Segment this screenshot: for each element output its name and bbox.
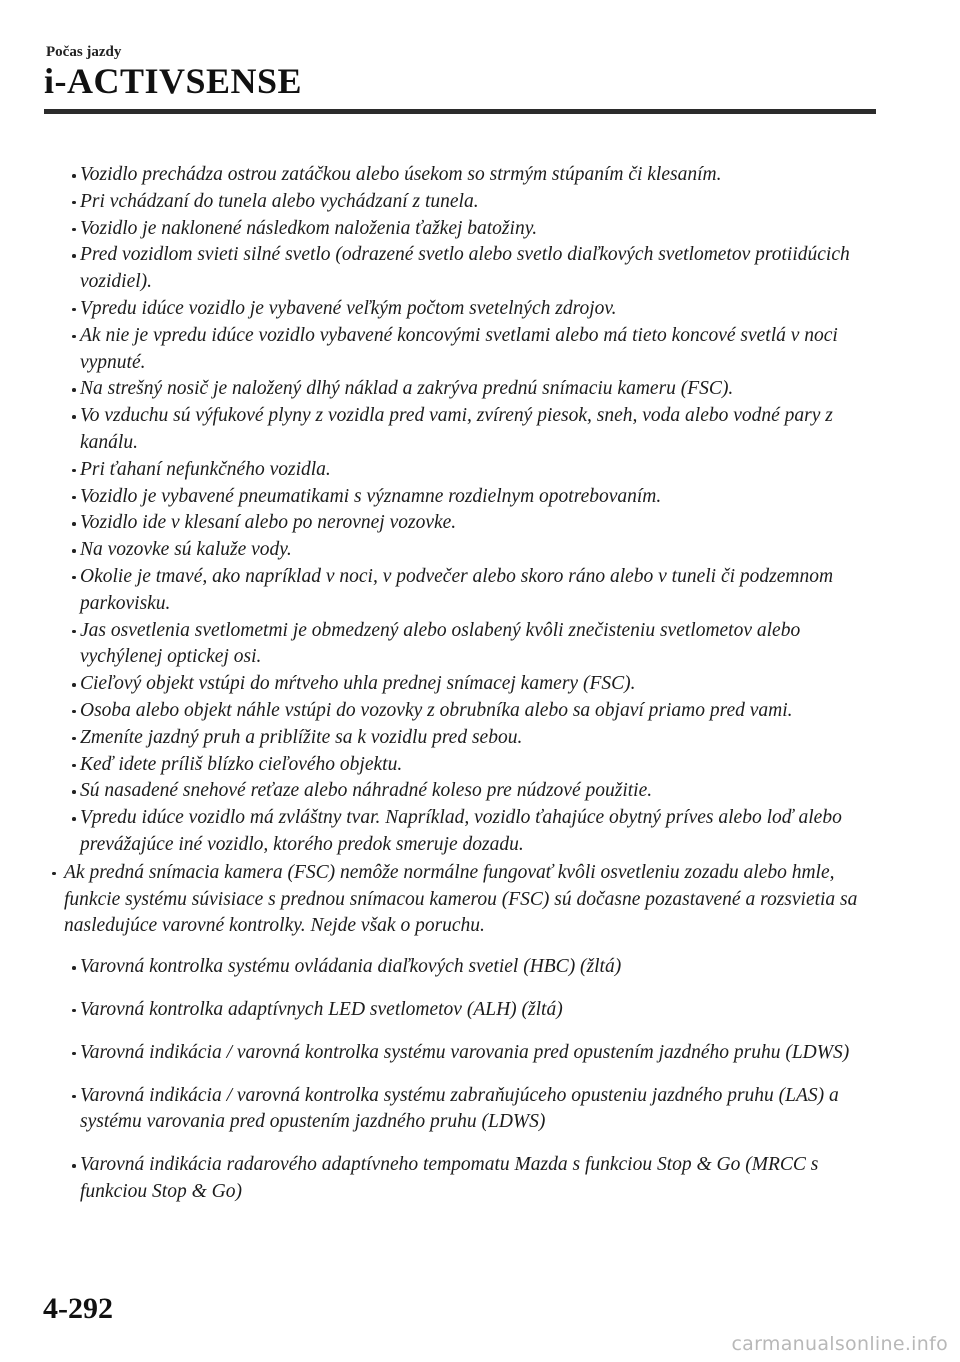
conditions-list: [56, 162, 876, 859]
list-item: Ak nie je vpredu idúce vozidlo vybavené koncovými svetlami alebo má tieto koncové svetlá v noci vypnuté.: [56, 323, 876, 377]
list-item: Jas osvetlenia svetlometmi je obmedzený alebo oslabený kvôli znečisteniu svetlometov alebo vychýlenej optickej osi.: [56, 618, 876, 672]
list-item: Pri vchádzaní do tunela alebo vychádzaní z tunela.: [56, 189, 876, 216]
list-item: Vpredu idúce vozidlo je vybavené veľkým počtom svetelných zdrojov.: [56, 296, 876, 323]
page-number: 4-292: [43, 1292, 113, 1325]
list-item: Vozidlo ide v klesaní alebo po nerovnej vozovke.: [56, 510, 876, 537]
list-item: Pred vozidlom svieti silné svetlo (odrazené svetlo alebo svetlo diaľkových svetlometov protiidúcich vozidiel).: [56, 242, 876, 296]
warning-lights-list: [56, 954, 876, 1206]
warning-light-item: Varovná kontrolka adaptívnych LED svetlometov (ALH) (žltá): [56, 997, 876, 1024]
warning-light-item: Varovná kontrolka systému ovládania diaľkových svetiel (HBC) (žltá): [56, 954, 876, 981]
header-divider: [44, 109, 876, 114]
list-item: Vpredu idúce vozidlo má zvláštny tvar. Napríklad, vozidlo ťahajúce obytný príves alebo loď alebo prevážajúce iné vozidlo, ktorého predok smeruje dozadu.: [56, 805, 876, 859]
list-item: Osoba alebo objekt náhle vstúpi do vozovky z obrubníka alebo sa objaví priamo pred vami.: [56, 698, 876, 725]
list-item: Na vozovke sú kaluže vody.: [56, 537, 876, 564]
fsc-note: Ak predná snímacia kamera (FSC) nemôže normálne fungovať kvôli osvetleniu zozadu alebo hmle, funkcie systému súvisiace s prednou snímacou kamerou (FSC) sú dočasne pozastavené a rozsvietia sa nasledujúce varovné kontrolky. Nejde však o poruchu.: [56, 860, 876, 940]
list-item: Zmeníte jazdný pruh a priblížite sa k vozidlu pred sebou.: [56, 725, 876, 752]
chapter-title: i-ACTIVSENSE: [44, 61, 303, 101]
page-content: [56, 162, 876, 1222]
list-item: Vozidlo prechádza ostrou zatáčkou alebo úsekom so strmým stúpaním či klesaním.: [56, 162, 876, 189]
list-item: Vozidlo je naklonené následkom naloženia ťažkej batožiny.: [56, 216, 876, 243]
list-item: Cieľový objekt vstúpi do mŕtveho uhla prednej snímacej kamery (FSC).: [56, 671, 876, 698]
list-item: Vozidlo je vybavené pneumatikami s významne rozdielnym opotrebovaním.: [56, 484, 876, 511]
fsc-note-list: [56, 860, 876, 940]
list-item: Keď idete príliš blízko cieľového objektu.: [56, 752, 876, 779]
watermark: carmanualsonline.info: [731, 1333, 948, 1355]
list-item: Sú nasadené snehové reťaze alebo náhradné koleso pre núdzové použitie.: [56, 778, 876, 805]
warning-light-item: Varovná indikácia / varovná kontrolka systému zabraňujúceho opusteniu jazdného pruhu (LAS) a systému varovania pred opustením jazdného pruhu (LDWS): [56, 1083, 876, 1137]
warning-light-item: Varovná indikácia / varovná kontrolka systému varovania pred opustením jazdného pruhu (LDWS): [56, 1040, 876, 1067]
list-item: Na strešný nosič je naložený dlhý náklad a zakrýva prednú snímaciu kameru (FSC).: [56, 376, 876, 403]
list-item: Vo vzduchu sú výfukové plyny z vozidla pred vami, zvírený piesok, sneh, voda alebo vodné pary z kanálu.: [56, 403, 876, 457]
section-label: Počas jazdy: [46, 44, 122, 60]
list-item: Okolie je tmavé, ako napríklad v noci, v podvečer alebo skoro ráno alebo v tuneli či podzemnom parkovisku.: [56, 564, 876, 618]
list-item: Pri ťahaní nefunkčného vozidla.: [56, 457, 876, 484]
warning-light-item: Varovná indikácia radarového adaptívneho tempomatu Mazda s funkciou Stop & Go (MRCC s funkciou Stop & Go): [56, 1152, 876, 1206]
